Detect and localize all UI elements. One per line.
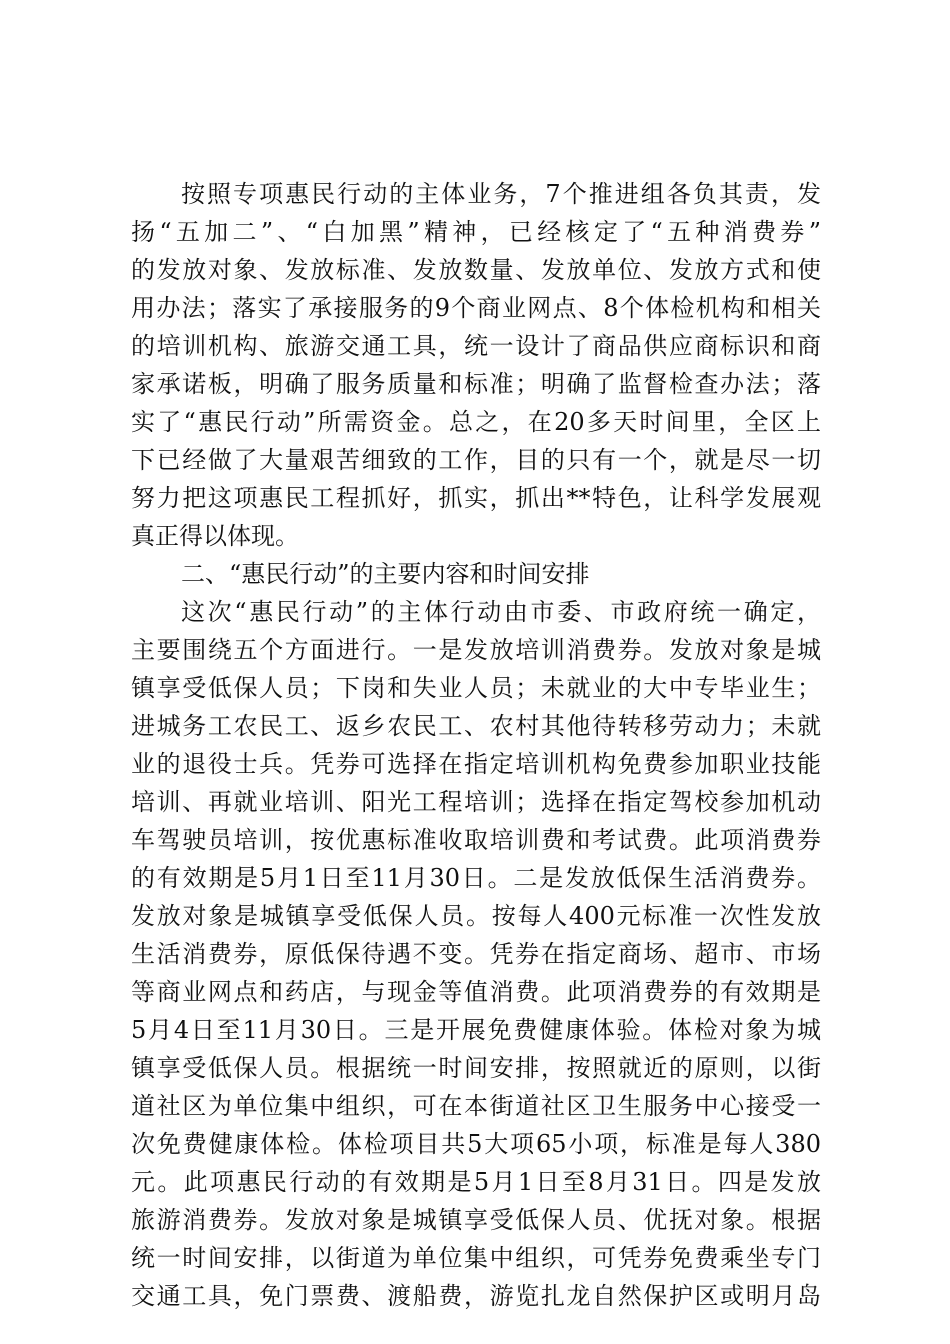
paragraph-line-28: 旅游消费券。发放对象是城镇享受低保人员、优抚对象。根据 (131, 1206, 821, 1234)
paragraph-line-5: 的培训机构、旅游交通工具，统一设计了商品供应商标识和商 (131, 332, 821, 360)
paragraph-line-26: 次免费健康体检。体检项目共5大项65小项，标准是每人380 (131, 1130, 821, 1158)
paragraph-line-1: 按照专项惠民行动的主体业务，7个推进组各负其责，发 (181, 180, 821, 208)
paragraph-line-18: 车驾驶员培训，按优惠标准收取培训费和考试费。此项消费券 (131, 826, 821, 854)
paragraph-line-22: 等商业网点和药店，与现金等值消费。此项消费券的有效期是 (131, 978, 821, 1006)
paragraph-line-2: 扬“五加二”、“白加黑”精神，已经核定了“五种消费券” (131, 218, 821, 246)
paragraph-line-15: 进城务工农民工、返乡农民工、农村其他待转移劳动力；未就 (131, 712, 821, 740)
paragraph-line-8: 下已经做了大量艰苦细致的工作，目的只有一个，就是尽一切 (131, 446, 821, 474)
paragraph-line-20: 发放对象是城镇享受低保人员。按每人400元标准一次性发放 (131, 902, 821, 930)
paragraph-line-25: 道社区为单位集中组织，可在本街道社区卫生服务中心接受一 (131, 1092, 821, 1120)
paragraph-line-6: 家承诺板，明确了服务质量和标准；明确了监督检查办法；落 (131, 370, 821, 398)
paragraph-line-30: 交通工具，免门票费、渡船费，游览扎龙自然保护区或明月岛 (131, 1282, 821, 1310)
paragraph-line-7: 实了“惠民行动”所需资金。总之，在20多天时间里，全区上 (131, 408, 821, 436)
paragraph-line-9: 努力把这项惠民工程抓好，抓实，抓出**特色，让科学发展观 (131, 484, 821, 512)
paragraph-line-17: 培训、再就业培训、阳光工程培训；选择在指定驾校参加机动 (131, 788, 821, 816)
paragraph-line-23: 5月4日至11月30日。三是开展免费健康体验。体检对象为城 (131, 1016, 821, 1044)
paragraph-line-24: 镇享受低保人员。根据统一时间安排，按照就近的原则，以街 (131, 1054, 821, 1082)
paragraph-line-13: 主要围绕五个方面进行。一是发放培训消费券。发放对象是城 (131, 636, 821, 664)
section-heading: 二、“惠民行动”的主要内容和时间安排 (181, 560, 590, 588)
paragraph-line-19: 的有效期是5月1日至11月30日。二是发放低保生活消费券。 (131, 864, 821, 892)
paragraph-line-16: 业的退役士兵。凭券可选择在指定培训机构免费参加职业技能 (131, 750, 821, 778)
paragraph-line-14: 镇享受低保人员；下岗和失业人员；未就业的大中专毕业生； (131, 674, 821, 702)
paragraph-line-4: 用办法；落实了承接服务的9个商业网点、8个体检机构和相关 (131, 294, 821, 322)
paragraph-line-21: 生活消费券，原低保待遇不变。凭券在指定商场、超市、市场 (131, 940, 821, 968)
paragraph-line-27: 元。此项惠民行动的有效期是5月1日至8月31日。四是发放 (131, 1168, 821, 1196)
paragraph-line-10: 真正得以体现。 (131, 522, 299, 550)
paragraph-line-29: 统一时间安排，以街道为单位集中组织，可凭券免费乘坐专门 (131, 1244, 821, 1272)
paragraph-line-12: 这次“惠民行动”的主体行动由市委、市政府统一确定， (181, 598, 821, 626)
paragraph-line-3: 的发放对象、发放标准、发放数量、发放单位、发放方式和使 (131, 256, 821, 284)
